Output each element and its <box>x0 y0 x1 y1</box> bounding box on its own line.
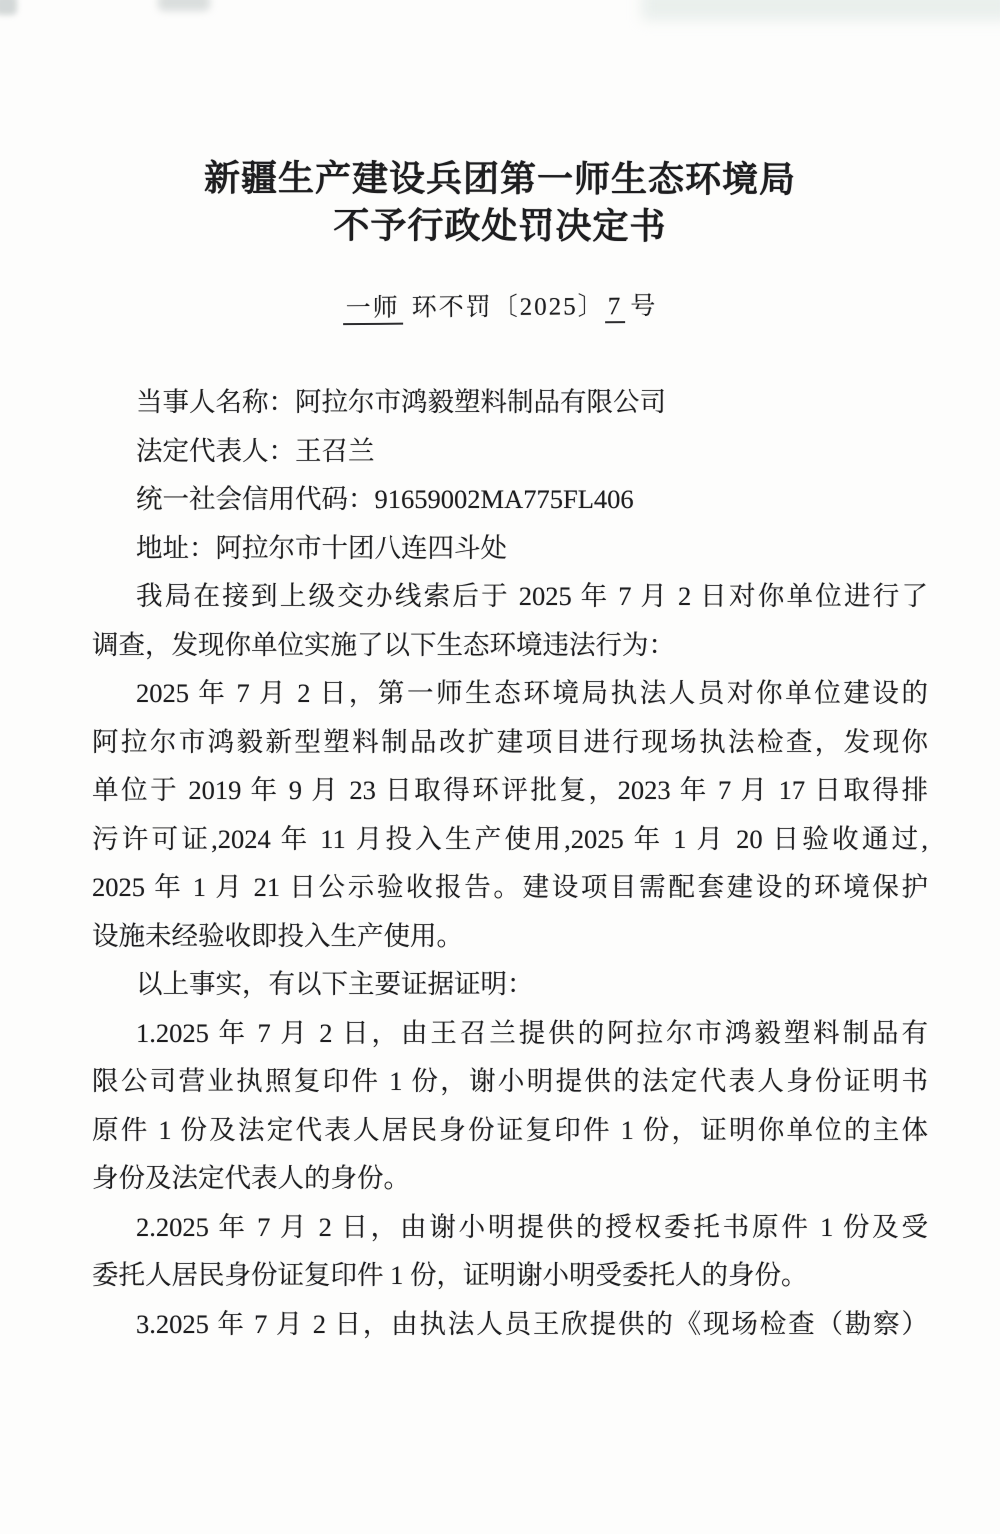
body-line: 以上事实，有以下主要证据证明： <box>136 969 534 999</box>
document-body <box>92 378 928 1348</box>
doc-number-middle: 环不罚〔2025〕 <box>411 293 605 322</box>
body-line: 原件 1 份及法定代表人居民身份证复印件 1 份，证明你单位的主体 <box>92 1114 928 1145</box>
body-line: 3.2025 年 7 月 2 日，由执法人员王欣提供的《现场检查（勘察） <box>136 1308 928 1339</box>
body-line: 限公司营业执照复印件 1 份，谢小明提供的法定代表人身份证明书 <box>92 1066 928 1096</box>
body-line: 设施未经验收即投入生产使用。 <box>92 920 463 951</box>
body-line: 污许可证,2024 年 11 月投入生产使用,2025 年 1 月 20 日验收通过, <box>92 823 928 854</box>
document-title <box>0 155 1000 252</box>
scan-artifact <box>158 0 210 11</box>
body-line: 当事人名称：阿拉尔市鸿毅塑料制品有限公司 <box>136 387 666 417</box>
doc-number-suffix: 号 <box>630 292 658 321</box>
body-line: 阿拉尔市鸿毅新型塑料制品改扩建项目进行现场执法检查，发现你 <box>92 726 928 757</box>
doc-number-issuer: 一师 <box>343 295 403 325</box>
body-line: 委托人居民身份证复印件 1 份，证明谢小明受委托人的身份。 <box>92 1260 808 1290</box>
body-line: 法定代表人：王召兰 <box>136 435 375 466</box>
scan-artifact <box>642 0 1000 20</box>
body-line: 地址：阿拉尔市十团八连四斗处 <box>136 532 507 563</box>
body-line: 1.2025 年 7 月 2 日，由王召兰提供的阿拉尔市鸿毅塑料制品有 <box>136 1017 928 1048</box>
body-line: 2.2025 年 7 月 2 日，由谢小明提供的授权委托书原件 1 份及受 <box>136 1211 928 1242</box>
body-line: 调查，发现你单位实施了以下生态环境违法行为： <box>92 629 675 660</box>
document-title-line2: 不予行政处罚决定书 <box>333 205 667 247</box>
body-line: 单位于 2019 年 9 月 23 日取得环评批复，2023 年 7 月 17 日取得排 <box>92 775 928 805</box>
body-line: 统一社会信用代码：91659002MA775FL406 <box>136 484 634 514</box>
doc-number-value: 7 <box>605 293 626 323</box>
document-number <box>0 284 1000 327</box>
body-line: 2025 年 1 月 21 日公示验收报告。建设项目需配套建设的环境保护 <box>92 872 928 902</box>
document-title-line1: 新疆生产建设兵团第一师生态环境局 <box>203 158 797 200</box>
body-line: 2025 年 7 月 2 日，第一师生态环境局执法人员对你单位建设的 <box>136 678 928 708</box>
scan-artifact <box>0 0 17 15</box>
body-line: 身份及法定代表人的身份。 <box>92 1163 410 1193</box>
body-line: 我局在接到上级交办线索后于 2025 年 7 月 2 日对你单位进行了 <box>136 581 928 611</box>
